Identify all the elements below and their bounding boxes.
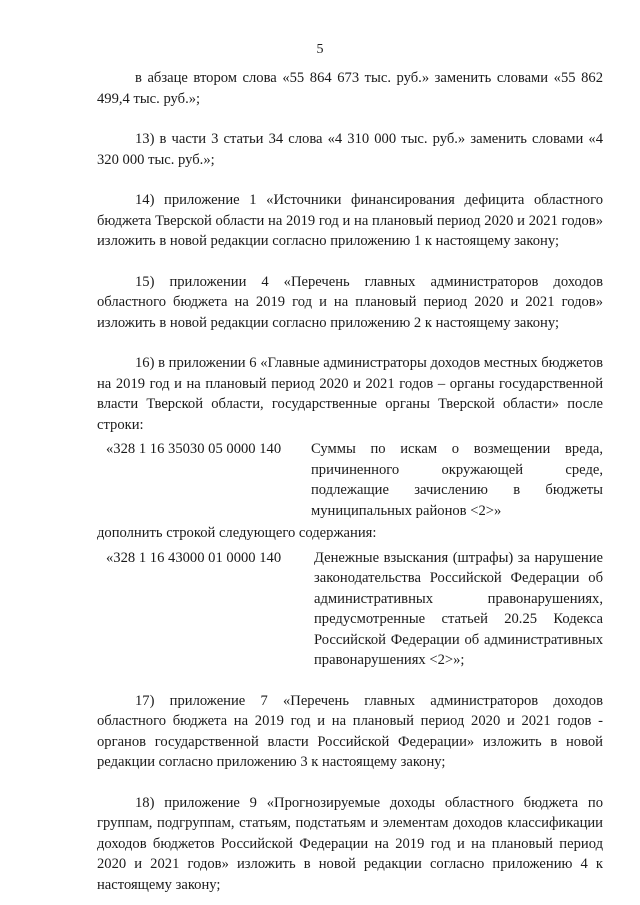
table-row-new xyxy=(97,548,603,671)
row-existing-code: «328 1 16 35030 05 0000 140 xyxy=(106,441,282,457)
paragraph-item-18: 18) приложение 9 «Прогнозируемые доходы областного бюджета по группам, подгруппам, статьям, подстатьям и элементам доходов классификации доходов бюджетов Российской Федерации на 2019 год и на плановый период 2020 и 2021 годов» изложить в новой редакции согласно приложению 4 к настоящему закону; xyxy=(97,794,603,893)
document-body xyxy=(97,68,603,895)
paragraph-item-13: 13) в части 3 статьи 34 слова «4 310 000 тыс. руб.» заменить словами «4 320 000 тыс. руб.»; xyxy=(97,131,603,168)
paragraph-item-14: 14) приложение 1 «Источники финансирования дефицита областного бюджета Тверской области на 2019 год и на плановый период 2020 и 2021 годов» изложить в новой редакции согласно приложению 1 к настоящему закону; xyxy=(97,192,603,249)
page-number: 5 xyxy=(316,42,324,57)
paragraph-item-16: 16) в приложении 6 «Главные администраторы доходов местных бюджетов на 2019 год и на плановый период 2020 и 2021 годов – органы государственной власти Тверской области, государственные органы Тверской области» после строки: xyxy=(97,355,603,433)
paragraph-item-15: 15) приложении 4 «Перечень главных администраторов доходов областного бюджета на 2019 год и на плановый период 2020 и 2021 годов» изложить в новой редакции согласно приложению 2 к настоящему закону; xyxy=(97,273,603,331)
table-row-existing xyxy=(97,439,603,521)
row-new-text: Денежные взыскания (штрафы) за нарушение законодательства Российской Федерации об административных правонарушениях, предусмотренные статьей 20.25 Кодекса Российской Федерации об административных правонарушениях <2>»; xyxy=(314,549,603,668)
paragraph-add-row: дополнить строкой следующего содержания: xyxy=(97,525,377,541)
row-new-code: «328 1 16 43000 01 0000 140 xyxy=(106,549,282,566)
paragraph-item-17: 17) приложение 7 «Перечень главных администраторов доходов областного бюджета на 2019 год и на плановый период 2020 и 2021 годов - органов государственной власти Российской Федерации» изложить в новой редакции согласно приложению 3 к настоящему закону; xyxy=(97,692,603,770)
row-existing-text: Суммы по искам о возмещении вреда, причиненного окружающей среде, подлежащие зачислению в бюджеты муниципальных районов <2>» xyxy=(311,441,603,519)
paragraph-item-12-continued: в абзаце втором слова «55 864 673 тыс. руб.» заменить словами «55 862 499,4 тыс. руб.»; xyxy=(97,70,603,107)
